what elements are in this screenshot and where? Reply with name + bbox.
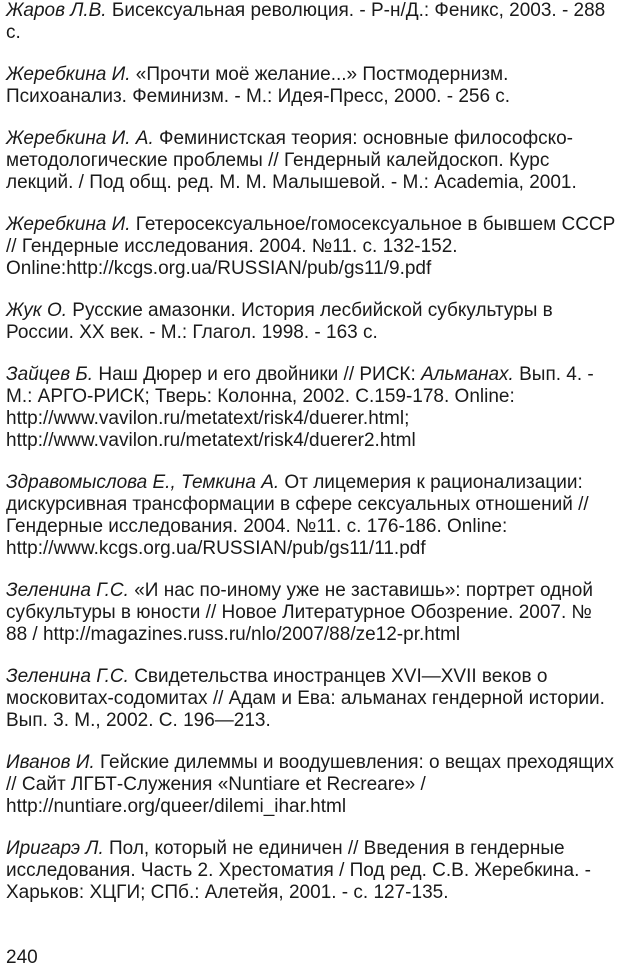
bibliography-entry-5 [6, 300, 618, 344]
bibliography-entry-2 [6, 64, 618, 108]
bibliography-entry-8 [6, 580, 618, 646]
entry-author: Иванов И. [6, 752, 95, 773]
entry-author: Зайцев Б. [6, 364, 94, 385]
entry-author: Жаров Л.В. [6, 0, 107, 21]
entry-text: Свидетельства иностранцев XVI—XVII веков о московитах-содомитах // Адам и Ева: альманах гендерной истории. Вып. 3. М., 2002. С. 196—213. [6, 666, 605, 731]
entry-text: От лицемерия к рационализации: дискурсивная трансформации в сфере сексуальных отношений // Гендерные исследования. 2004. №11. с. 176-186. Online: http://www.kcgs.org.ua/RUSSIAN/pub/gs11/11.pdf [6, 472, 589, 559]
entry-author: Зеленина Г.С. [6, 666, 129, 687]
entry-author: Иригарэ Л. [6, 838, 104, 859]
bibliography-entry-3 [6, 128, 618, 194]
entry-text: Феминистская теория: основные философско-методологические проблемы // Гендерный калейдоскоп. Курс лекций. / Под общ. ред. М. М. Малышевой. - М.: Academia, 2001. [6, 128, 577, 193]
page-number: 240 [6, 947, 38, 968]
entry-text: Наш Дюрер и его двойники // РИСК: [93, 364, 422, 385]
entry-text: «И нас по-иному уже не заставишь»: портрет одной субкультуры в юности // Новое Литературное Обозрение. 2007. № 88 / http://magazines.russ.ru/nlo/2007/88/ze12-pr.html [6, 580, 593, 645]
entry-text: Пол, который не единичен // Введения в гендерные исследования. Часть 2. Хрестоматия / Под ред. С.В. Жеребкина. - Харьков: ХЦГИ; СПб.: Алетейя, 2001. - с. 127-135. [6, 838, 591, 903]
bibliography-entry-10 [6, 752, 618, 818]
bibliography-entry-11 [6, 838, 618, 904]
entry-text: Гетеросексуальное/гомосексуальное в бывшем СССР // Гендерные исследования. 2004. №11. с. 132-152. Online:http://kcgs.org.ua/RUSSIAN/pub/gs11/9.pdf [6, 214, 616, 279]
entry-author: Жеребкина И. [6, 64, 131, 85]
bibliography-entry-7 [6, 472, 618, 560]
bibliography-entry-6 [6, 364, 618, 452]
entry-text: Русские амазонки. История лесбийской субкультуры в России. XX век. - М.: Глагол. 1998. - 163 с. [6, 300, 553, 343]
entry-text-continued: Вып. 4. - М.: АРГО-РИСК; Тверь: Колонна, 2002. С.159-178. Online: http://www.vavilon.ru/metatext/risk4/duerer.html; http://www.vavilon.ru/metatext/risk4/duerer2.html [6, 364, 594, 451]
bibliography-entry-1 [6, 0, 618, 44]
bibliography-entry-4 [6, 214, 618, 280]
entry-author: Зеленина Г.С. [6, 580, 129, 601]
entry-italic-title: Альманах. [421, 364, 514, 385]
entry-author: Жеребкина И. А. [6, 128, 154, 149]
entry-text: Гейские дилеммы и воодушевления: о вещах преходящих // Сайт ЛГБТ-Служения «Nuntiare et Recreare» / http://nuntiare.org/queer/dilemi_ihar.html [6, 752, 614, 817]
entry-author: Здравомыслова Е., Темкина А. [6, 472, 280, 493]
bibliography-page [6, 0, 618, 924]
entry-author: Жеребкина И. [6, 214, 131, 235]
entry-text: «Прочти моё желание...» Постмодернизм. Психоанализ. Феминизм. - М.: Идея-Пресс, 2000. - 256 с. [6, 64, 511, 107]
entry-text: Бисексуальная революция. - Р-н/Д.: Феникс, 2003. - 288 с. [6, 0, 606, 43]
entry-author: Жук О. [6, 300, 68, 321]
bibliography-entry-9 [6, 666, 618, 732]
